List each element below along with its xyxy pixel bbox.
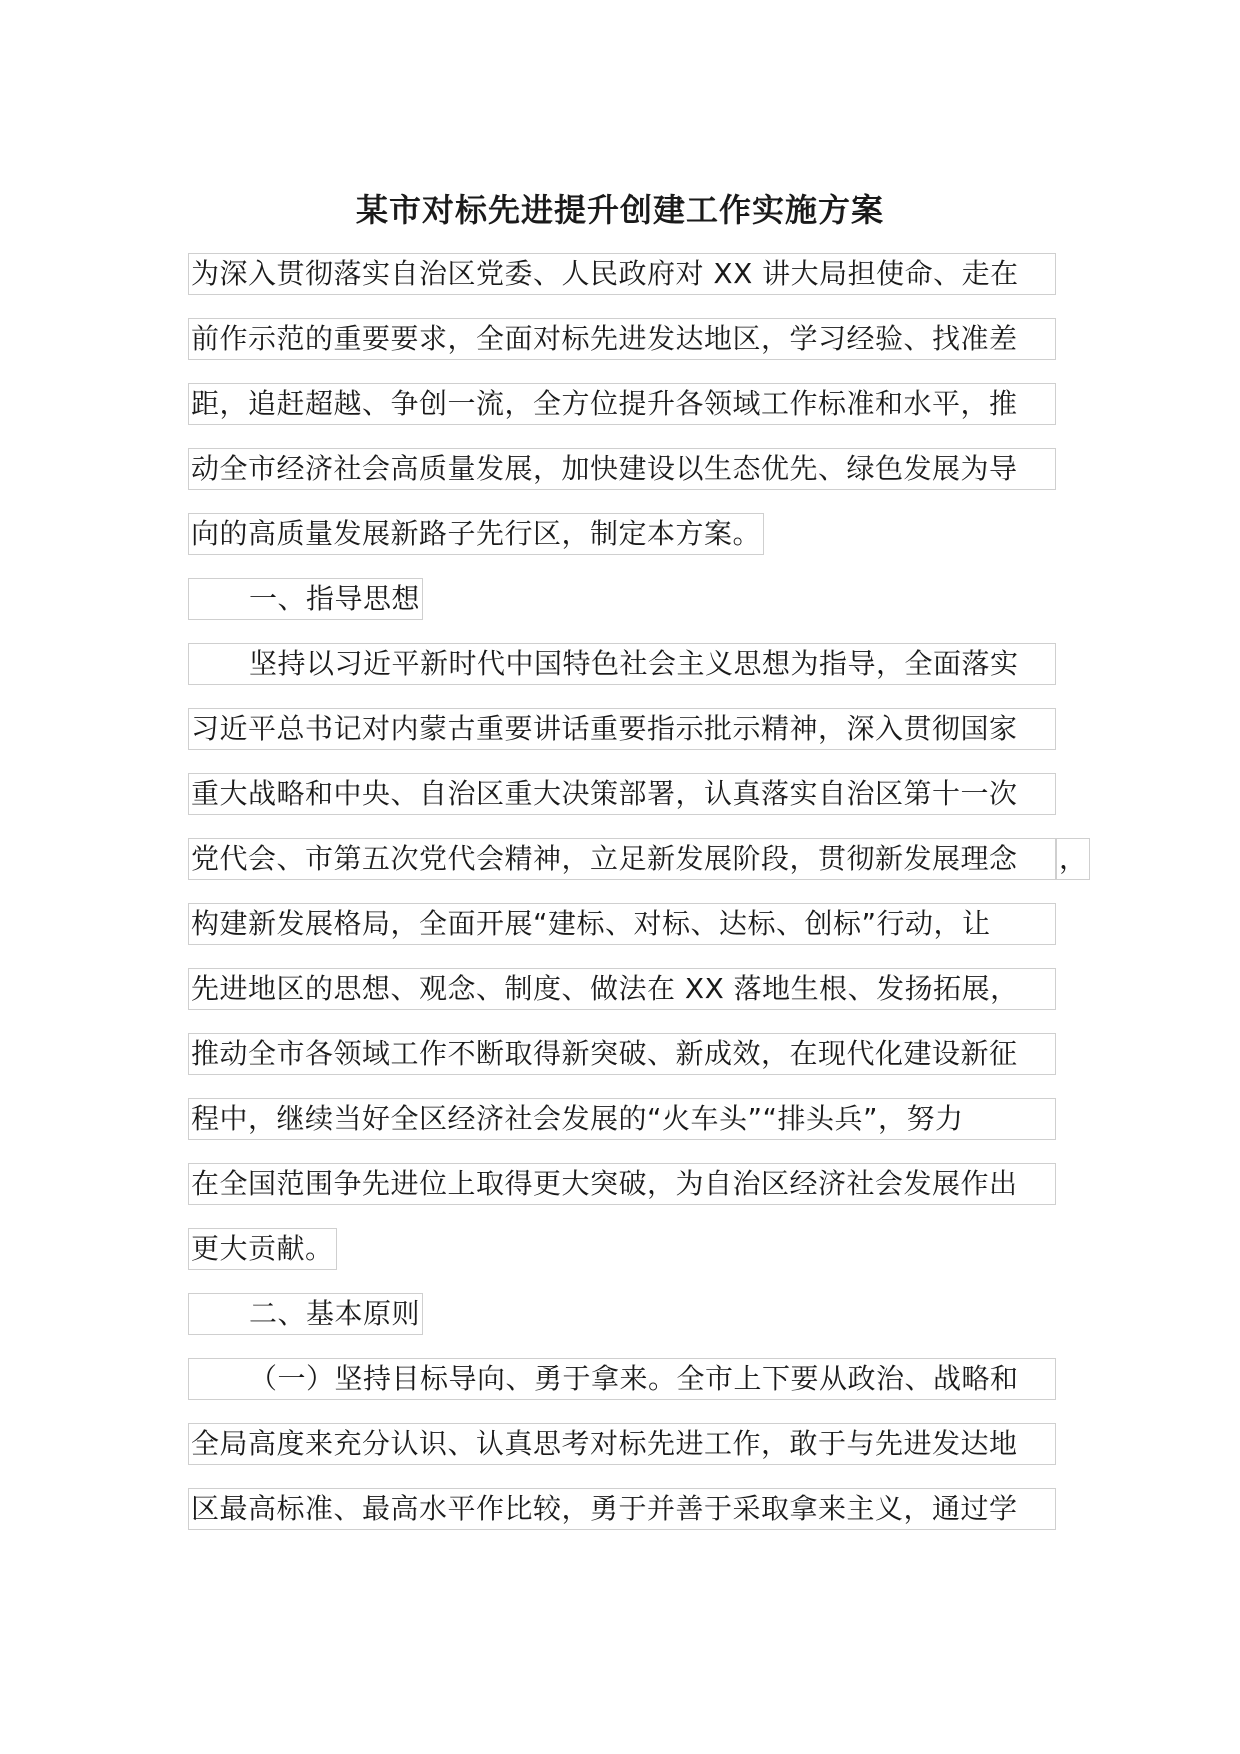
text-line bbox=[188, 1033, 1088, 1098]
text-line-box: 习近平总书记对内蒙古重要讲话重要指示批示精神，深入贯彻国家 bbox=[188, 708, 1056, 750]
text-line-box: 动全市经济社会高质量发展，加快建设以生态优先、绿色发展为导 bbox=[188, 448, 1056, 490]
text-line bbox=[188, 318, 1088, 383]
text-line-box: 向的高质量发展新路子先行区，制定本方案。 bbox=[188, 513, 764, 555]
text-line bbox=[188, 253, 1088, 318]
text-line bbox=[188, 383, 1088, 448]
text-line-box: 党代会、市第五次党代会精神，立足新发展阶段，贯彻新发展理念 bbox=[188, 838, 1056, 880]
text-line-box: 坚持以习近平新时代中国特色社会主义思想为指导，全面落实 bbox=[188, 643, 1056, 685]
text-line bbox=[188, 1488, 1088, 1553]
text-line bbox=[188, 903, 1088, 968]
text-line-box: 前作示范的重要要求，全面对标先进发达地区，学习经验、找准差 bbox=[188, 318, 1056, 360]
text-line bbox=[188, 1228, 1088, 1293]
text-line-box: 程中，继续当好全区经济社会发展的“火车头”“排头兵”，努力 bbox=[188, 1098, 1056, 1140]
text-line-box: 更大贡献。 bbox=[188, 1228, 337, 1270]
text-line bbox=[188, 448, 1088, 513]
text-line bbox=[188, 1098, 1088, 1163]
document-body bbox=[188, 253, 1088, 1553]
section-heading-basic-principles bbox=[188, 1293, 1088, 1358]
text-line-box: 在全国范围争先进位上取得更大突破，为自治区经济社会发展作出 bbox=[188, 1163, 1056, 1205]
text-line-box: 距，追赶超越、争创一流，全方位提升各领域工作标准和水平，推 bbox=[188, 383, 1056, 425]
text-line bbox=[188, 708, 1088, 773]
text-line-box: 为深入贯彻落实自治区党委、人民政府对 XX 讲大局担使命、走在 bbox=[188, 253, 1056, 295]
text-line-box: 区最高标准、最高水平作比较，勇于并善于采取拿来主义，通过学 bbox=[188, 1488, 1056, 1530]
text-line bbox=[188, 773, 1088, 838]
section-heading-guiding-ideology bbox=[188, 578, 1088, 643]
text-line bbox=[188, 643, 1088, 708]
text-line bbox=[188, 513, 1088, 578]
overflow-punctuation: ， bbox=[1056, 838, 1090, 880]
text-line-box: 构建新发展格局，全面开展“建标、对标、达标、创标”行动，让 bbox=[188, 903, 1056, 945]
section-heading-box: 二、基本原则 bbox=[188, 1293, 423, 1335]
text-line bbox=[188, 968, 1088, 1033]
text-line-box: 推动全市各领域工作不断取得新突破、新成效，在现代化建设新征 bbox=[188, 1033, 1056, 1075]
text-line bbox=[188, 1358, 1088, 1423]
text-line bbox=[188, 1163, 1088, 1228]
text-line bbox=[188, 1423, 1088, 1488]
text-line-box: 先进地区的思想、观念、制度、做法在 XX 落地生根、发扬拓展， bbox=[188, 968, 1056, 1010]
text-line-box: 重大战略和中央、自治区重大决策部署，认真落实自治区第十一次 bbox=[188, 773, 1056, 815]
text-line bbox=[188, 838, 1088, 903]
document-title: 某市对标先进提升创建工作实施方案 bbox=[355, 191, 884, 229]
section-heading-box: 一、指导思想 bbox=[188, 578, 423, 620]
text-line-box: （一）坚持目标导向、勇于拿来。全市上下要从政治、战略和 bbox=[188, 1358, 1056, 1400]
text-line-box: 全局高度来充分认识、认真思考对标先进工作，敢于与先进发达地 bbox=[188, 1423, 1056, 1465]
